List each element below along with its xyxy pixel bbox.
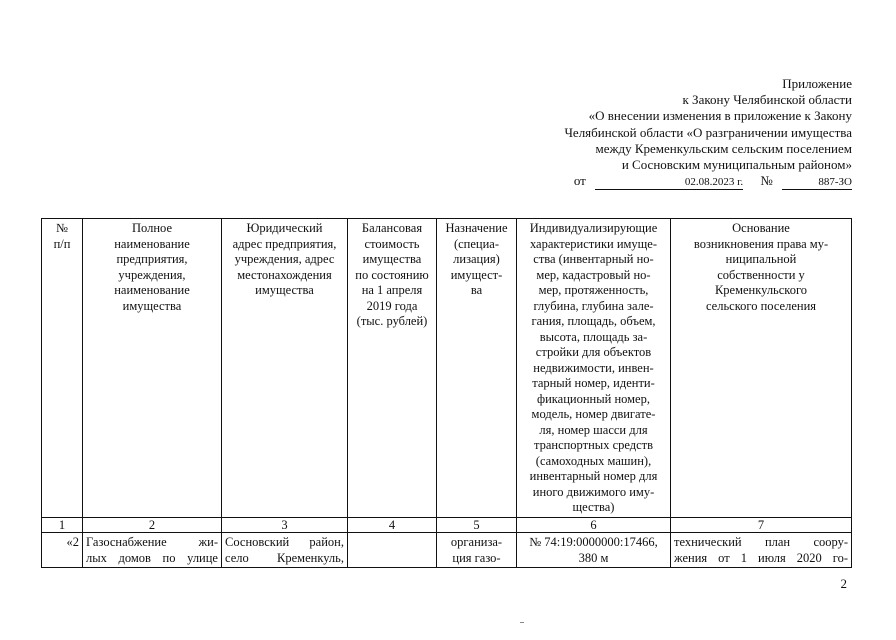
property-name-line: лых домов по улице bbox=[86, 550, 218, 565]
column-number: 4 bbox=[348, 517, 437, 532]
column-number: 5 bbox=[437, 517, 517, 532]
appendix-line: «О внесении изменения в приложение к Закону bbox=[588, 108, 852, 124]
law-number: 887-ЗО bbox=[782, 175, 852, 190]
column-number: 6 bbox=[517, 517, 671, 532]
table-header-row bbox=[42, 219, 852, 518]
characteristics-cell bbox=[517, 532, 671, 567]
address-cell bbox=[222, 532, 348, 567]
column-header bbox=[42, 219, 83, 518]
column-header-text: Основание возникновения права му- ниципальной собственности у Кременкульского сельского поселения bbox=[693, 221, 829, 313]
column-header-text: Юридический адрес предприятия, учреждения, адрес местонахождения имущества bbox=[232, 221, 337, 297]
table-row bbox=[42, 532, 852, 567]
column-number-row bbox=[42, 517, 852, 532]
ownership-basis-line: технический план соору- bbox=[674, 534, 848, 549]
appendix-line: Челябинской области «О разграничении имущества bbox=[564, 124, 852, 140]
number-prefix: № bbox=[760, 173, 773, 189]
column-number: 7 bbox=[671, 517, 852, 532]
appendix-line: и Сосновским муниципальным районом» bbox=[621, 157, 852, 173]
row-number-cell bbox=[42, 532, 83, 567]
appendix-heading bbox=[432, 76, 852, 190]
purpose-line: организа- bbox=[450, 534, 503, 549]
row-number: «2 bbox=[66, 534, 79, 549]
column-header bbox=[83, 219, 222, 518]
column-header-text: № п/п bbox=[53, 221, 71, 251]
balance-value-cell bbox=[348, 532, 437, 567]
purpose-line: ция газо- bbox=[452, 550, 501, 565]
column-header bbox=[671, 219, 852, 518]
column-header bbox=[348, 219, 437, 518]
scan-mark bbox=[520, 622, 524, 623]
ownership-basis-cell bbox=[671, 532, 852, 567]
column-header-text: Полное наименование предприятия, учреждения, наименование имущества bbox=[114, 221, 190, 313]
address-line: Сосновский район, bbox=[225, 534, 344, 549]
column-header-text: Балансовая стоимость имущества по состоянию на 1 апреля 2019 года (тыс. рублей) bbox=[355, 221, 429, 328]
law-date-number-line bbox=[432, 173, 852, 190]
law-date: 02.08.2023 г. bbox=[595, 175, 743, 190]
column-number: 3 bbox=[222, 517, 348, 532]
column-header bbox=[437, 219, 517, 518]
property-name-cell bbox=[83, 532, 222, 567]
property-name-line: Газоснабжение жи- bbox=[86, 534, 218, 549]
date-prefix: от bbox=[573, 173, 586, 189]
address-line: село Кременкуль, bbox=[225, 550, 344, 565]
characteristics-line: № 74:19:0000000:17466, bbox=[529, 534, 658, 549]
column-header-text: Индивидуализирующие характеристики имуще- ства (инвентарный но- мер, кадастровый но- мер, протяженность, глубина, глубина зале- гания, площадь, объем, высота, площадь за- стройки для объектов недвижимости, инвен- тарный номер, иденти- фикационный номер, модель, номер двигате- ля, номер шасси для транспортных средств (самоходных машин), инвентарный номер для иного движимого иму- щества) bbox=[529, 221, 658, 514]
property-table bbox=[41, 218, 852, 568]
page-number: 2 bbox=[840, 576, 847, 591]
appendix-line: между Кременкульским сельским поселением bbox=[595, 140, 852, 156]
column-header bbox=[517, 219, 671, 518]
appendix-line: к Закону Челябинской области bbox=[682, 92, 852, 108]
column-number: 1 bbox=[42, 517, 83, 532]
purpose-cell bbox=[437, 532, 517, 567]
appendix-line: Приложение bbox=[782, 76, 852, 91]
column-header-text: Назначение (специа- лизация) имущест- ва bbox=[445, 221, 508, 297]
column-number: 2 bbox=[83, 517, 222, 532]
column-header bbox=[222, 219, 348, 518]
ownership-basis-line: жения от 1 июля 2020 го- bbox=[674, 550, 848, 565]
characteristics-line: 380 м bbox=[578, 550, 609, 565]
